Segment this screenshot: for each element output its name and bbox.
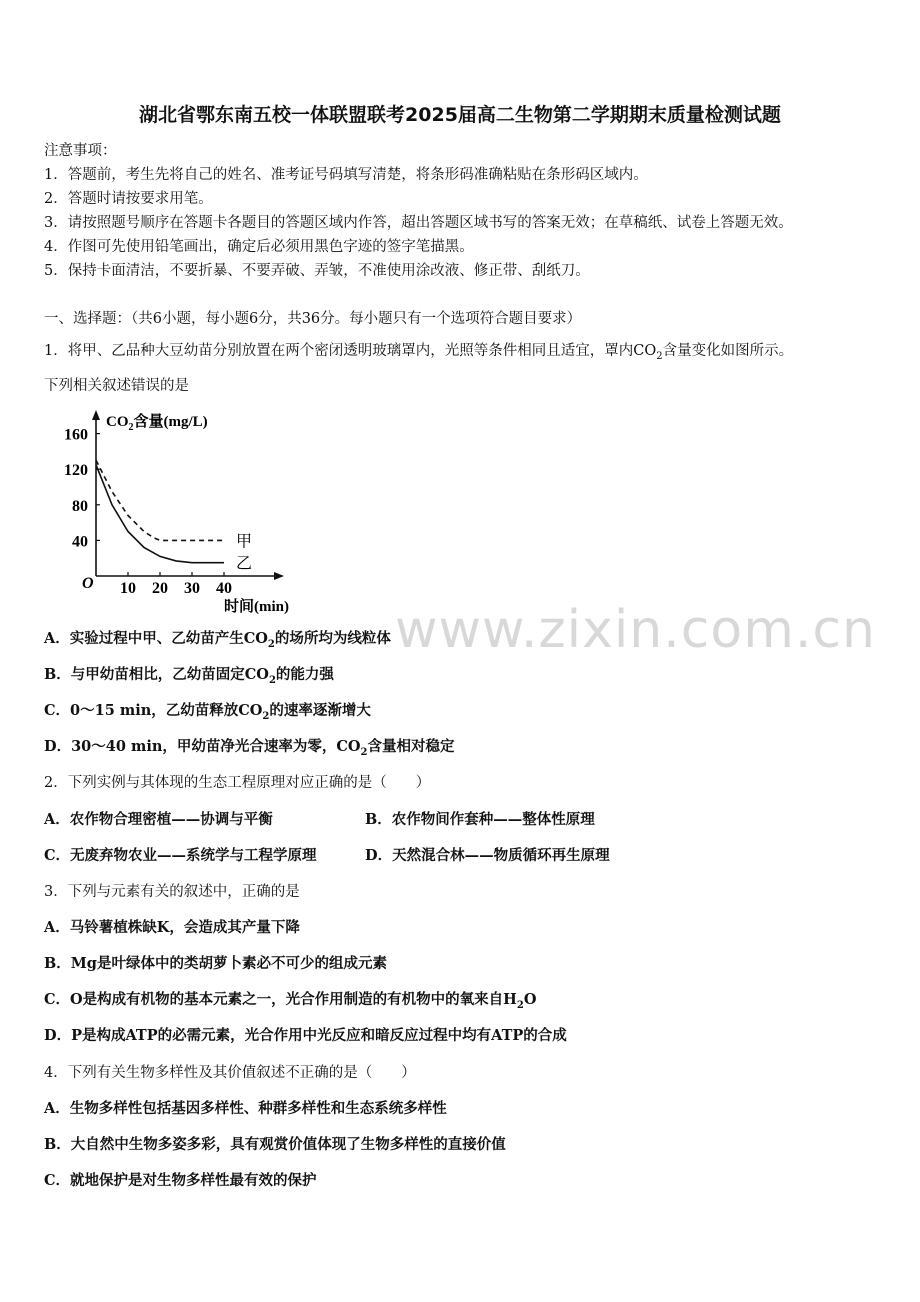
notice-item: 1．答题前，考生先将自己的姓名、准考证号码填写清楚，将条形码准确粘贴在条形码区域内。 <box>44 167 648 183</box>
notice-heading: 注意事项： <box>44 143 117 159</box>
option-text: C．0～15 min，乙幼苗释放CO <box>44 702 263 719</box>
q3-option-b: B．Mg是叶绿体中的类胡萝卜素必不可少的组成元素 <box>44 955 387 972</box>
q4-option-c: C．就地保护是对生物多样性最有效的保护 <box>44 1172 317 1189</box>
option-text: C．O是构成有机物的基本元素之一，光合作用制造的有机物中的氧来自H <box>44 991 517 1008</box>
q3-option-c <box>44 988 536 1011</box>
q1-option-d <box>44 735 455 758</box>
q2-option-c: C．无废弃物农业——系统学与工程学原理 <box>44 847 317 864</box>
x-tick-label: 20 <box>152 580 168 597</box>
subscript: 2 <box>360 746 368 758</box>
q1-stem-part: 含量变化如图所示。 <box>662 343 794 359</box>
chart-ylabel <box>106 412 208 433</box>
series-label: 甲 <box>236 531 253 551</box>
q1-option-c <box>44 699 371 722</box>
ylabel-part: 含量(mg/L) <box>133 414 208 430</box>
q3-option-a: A．马铃薯植株缺K，会造成其产量下降 <box>44 919 300 936</box>
q4-option-a: A．生物多样性包括基因多样性、种群多样性和生态系统多样性 <box>44 1100 447 1117</box>
subscript: 2 <box>656 350 663 362</box>
notice-item: 4．作图可先使用铅笔画出，确定后必须用黑色字迹的签字笔描黑。 <box>44 239 474 255</box>
option-text: 的速率逐渐增大 <box>269 702 371 719</box>
subscript: 2 <box>516 999 524 1011</box>
option-text: D．30～40 min，甲幼苗净光合速率为零，CO <box>44 738 361 755</box>
option-text: O <box>523 991 537 1008</box>
x-tick-label: 40 <box>216 580 232 597</box>
x-axis-arrow <box>274 572 284 580</box>
ylabel-part: CO <box>106 414 129 430</box>
q2-option-b: B．农作物间作套种——整体性原理 <box>365 811 595 828</box>
question-3-stem: 3．下列与元素有关的叙述中，正确的是 <box>44 884 300 900</box>
question-1-stem2: 下列相关叙述错误的是 <box>44 378 189 394</box>
q1-option-b <box>44 663 334 686</box>
notice-item: 3．请按照题号顺序在答题卡各题目的答题区域内作答，超出答题区域书写的答案无效；在草稿纸、试卷上答题无效。 <box>44 215 793 231</box>
page-title: 湖北省鄂东南五校一体联盟联考2025届高二生物第二学期期末质量检测试题 <box>139 104 781 126</box>
q1-stem-part: 1．将甲、乙品种大豆幼苗分别放置在两个密闭透明玻璃罩内，光照等条件相同且适宜，罩内CO <box>44 343 657 359</box>
option-text: 的能力强 <box>275 666 334 683</box>
y-tick-label: 80 <box>72 497 88 515</box>
q2-option-a: A．农作物合理密植——协调与平衡 <box>44 811 273 828</box>
option-text: 的场所均为线粒体 <box>274 630 391 647</box>
notice-item: 2．答题时请按要求用笔。 <box>44 191 213 207</box>
option-text: 含量相对稳定 <box>367 738 455 755</box>
q4-option-b: B．大自然中生物多姿多彩，具有观赏价值体现了生物多样性的直接价值 <box>44 1136 506 1153</box>
q1-option-a <box>44 627 391 650</box>
x-tick-label: 30 <box>184 580 200 597</box>
chart-ticks <box>64 427 232 597</box>
ylabel-sub: 2 <box>128 422 134 433</box>
question-4-stem: 4．下列有关生物多样性及其价值叙述不正确的是（ ） <box>44 1065 416 1081</box>
q3-option-d: D．P是构成ATP的必需元素，光合作用中光反应和暗反应过程中均有ATP的合成 <box>44 1027 567 1044</box>
q2-option-d: D．天然混合林——物质循环再生原理 <box>365 847 610 864</box>
question-2-stem: 2．下列实例与其体现的生态工程原理对应正确的是（ ） <box>44 775 431 791</box>
chart-axes <box>92 410 284 580</box>
section-heading: 一、选择题：（共6小题，每小题6分，共36分。每小题只有一个选项符合题目要求） <box>44 311 582 327</box>
option-text: B．与甲幼苗相比，乙幼苗固定CO <box>44 666 269 683</box>
subscript: 2 <box>262 710 270 722</box>
y-axis-arrow <box>92 410 100 420</box>
y-tick-label: 40 <box>72 533 88 551</box>
chart-series <box>96 460 252 572</box>
co2-chart <box>44 404 324 616</box>
watermark: www.zixin.com.cn <box>395 600 876 660</box>
series-line-乙 <box>96 465 224 563</box>
y-tick-label: 160 <box>64 426 88 444</box>
series-line-甲 <box>96 460 224 540</box>
chart-xlabel: 时间(min) <box>224 599 289 615</box>
y-tick-label: 120 <box>64 462 88 480</box>
subscript: 2 <box>268 674 276 686</box>
question-1-stem <box>44 339 793 362</box>
option-text: A．实验过程中甲、乙幼苗产生CO <box>44 630 268 647</box>
x-tick-label: 10 <box>120 580 136 597</box>
series-label: 乙 <box>236 553 253 573</box>
notice-item: 5．保持卡面清洁，不要折暴、不要弄破、弄皱，不准使用涂改液、修正带、刮纸刀。 <box>44 263 590 279</box>
subscript: 2 <box>267 638 275 650</box>
chart-origin: O <box>82 575 94 592</box>
